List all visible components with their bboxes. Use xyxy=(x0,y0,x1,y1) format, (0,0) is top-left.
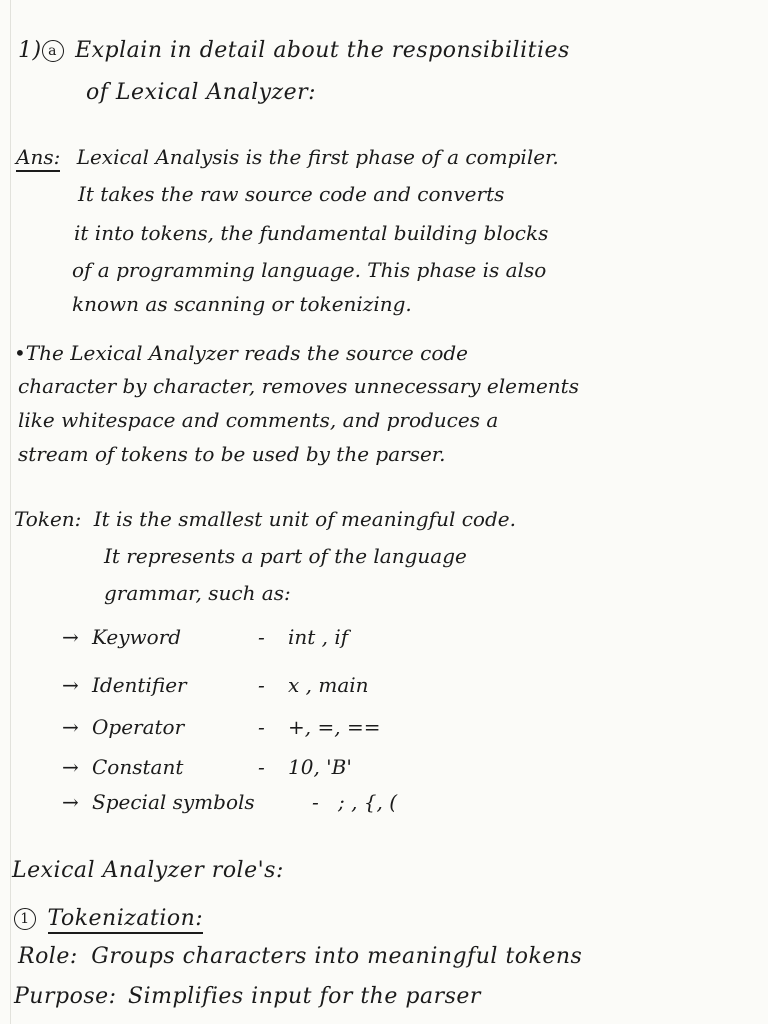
token-line-2: It represents a part of the language xyxy=(104,544,467,568)
token-item xyxy=(62,789,622,815)
token-item-dash: - xyxy=(258,625,265,649)
token-item-name: Keyword xyxy=(92,625,182,649)
role-label: Role: xyxy=(18,944,78,969)
role-item-title: Tokenization: xyxy=(48,906,204,934)
answer-label: Ans: xyxy=(16,145,60,172)
answer-line-1: Lexical Analysis is the first phase of a compiler. xyxy=(76,145,559,169)
answer-line-4: of a programming language. This phase is also xyxy=(72,258,547,282)
purpose-text: Simplifies input for the parser xyxy=(128,984,481,1009)
token-text-1: It is the smallest unit of meaningful code. xyxy=(93,507,516,531)
bullet-line-2: character by character, removes unnecessary elements xyxy=(18,374,579,398)
token-item-example: 10, 'B' xyxy=(288,755,352,779)
roles-heading: Lexical Analyzer role's: xyxy=(12,858,284,883)
token-item-name: Operator xyxy=(92,715,185,739)
arrow-icon: → xyxy=(62,790,79,814)
token-label: Token: xyxy=(14,507,82,531)
question-line-1 xyxy=(18,38,570,64)
token-item-name: Special symbols xyxy=(92,790,255,814)
token-item-dash: - xyxy=(258,715,265,739)
question-number: 1) xyxy=(18,38,42,63)
question-text-1: Explain in detail about the responsibilities xyxy=(75,38,570,63)
arrow-icon: → xyxy=(62,715,79,739)
bullet-line-1 xyxy=(14,340,468,366)
token-item xyxy=(62,624,622,650)
token-line-1 xyxy=(14,506,516,532)
token-item-name: Identifier xyxy=(92,673,187,697)
answer-line-3: it into tokens, the fundamental building blocks xyxy=(74,221,549,245)
token-item-name: Constant xyxy=(92,755,184,779)
role-line xyxy=(18,944,582,970)
question-part-circle: a xyxy=(42,40,64,62)
token-item-example: ; , {, ( xyxy=(338,790,398,814)
token-item-example: +, =, == xyxy=(288,715,381,739)
bullet-line-4: stream of tokens to be used by the parser. xyxy=(18,442,446,466)
token-line-3: grammar, such as: xyxy=(104,581,291,605)
token-item-dash: - xyxy=(258,755,265,779)
answer-label-line xyxy=(16,144,559,170)
bullet-marker: • xyxy=(14,341,26,365)
page-margin-line xyxy=(10,0,11,1024)
role-number-circle: 1 xyxy=(14,908,36,930)
token-item-dash: - xyxy=(312,790,319,814)
arrow-icon: → xyxy=(62,755,79,779)
answer-line-5: known as scanning or tokenizing. xyxy=(72,292,412,316)
token-item-example: x , main xyxy=(288,673,369,697)
purpose-label: Purpose: xyxy=(14,984,117,1009)
bullet-text-1: The Lexical Analyzer reads the source code xyxy=(25,341,468,365)
token-item-example: int , if xyxy=(288,625,349,649)
role-item-title-line xyxy=(14,906,203,932)
token-item xyxy=(62,754,622,780)
question-line-2: of Lexical Analyzer: xyxy=(86,80,317,105)
answer-line-2: It takes the raw source code and converts xyxy=(78,182,505,206)
role-text: Groups characters into meaningful tokens xyxy=(91,944,583,969)
purpose-line xyxy=(14,984,481,1010)
arrow-icon: → xyxy=(62,673,79,697)
token-item xyxy=(62,714,622,740)
arrow-icon: → xyxy=(62,625,79,649)
token-item xyxy=(62,672,622,698)
token-item-dash: - xyxy=(258,673,265,697)
bullet-line-3: like whitespace and comments, and produces a xyxy=(18,408,499,432)
